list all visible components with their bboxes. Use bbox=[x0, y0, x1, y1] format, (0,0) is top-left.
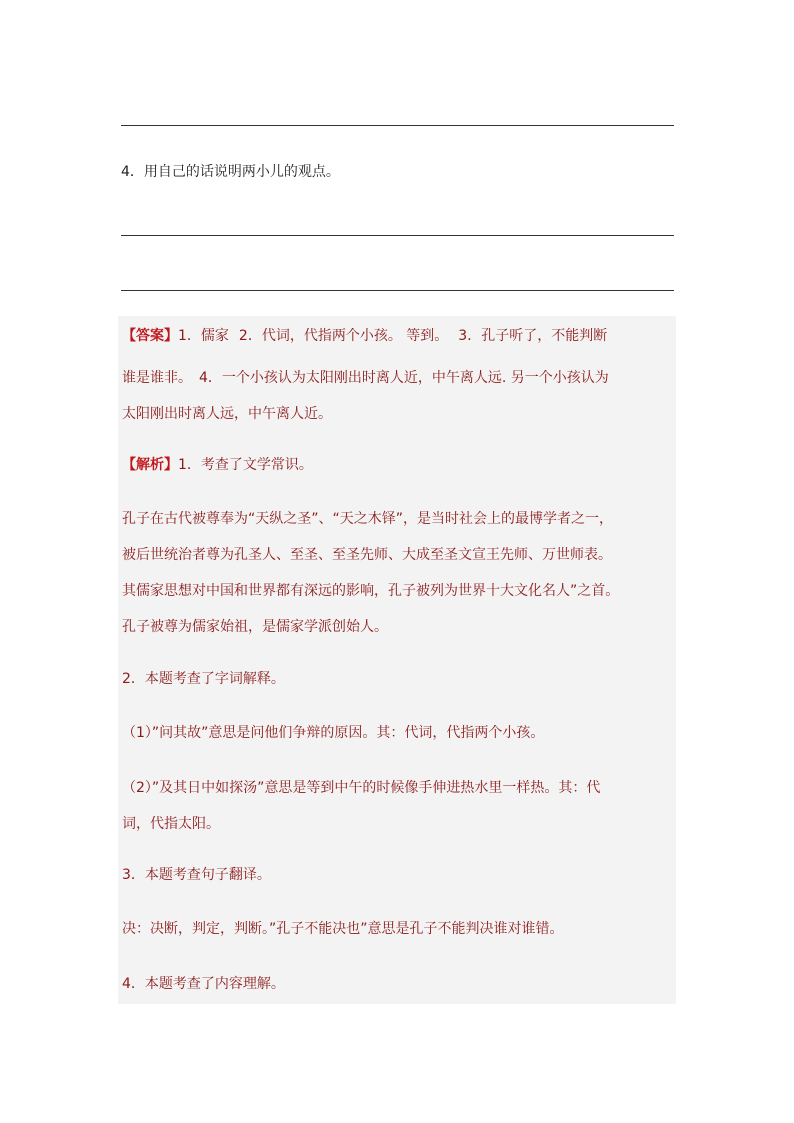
answer-line-first bbox=[122, 322, 674, 350]
analysis-item-3: 3．本题考查句子翻译。 bbox=[122, 867, 271, 883]
answer-analysis-block bbox=[118, 316, 676, 1004]
answer-line-1 bbox=[121, 125, 674, 126]
analysis-intro bbox=[122, 451, 674, 479]
answer-line-3 bbox=[121, 290, 674, 291]
analysis-item-2-2-line2: 词，代指太阳。 bbox=[122, 816, 220, 832]
answer-line-2 bbox=[121, 235, 674, 236]
answer-line-second: 谁是谁非。 4．一个小孩认为太阳刚出时离人近，中午离人远. 另一个小孩认为 bbox=[122, 370, 609, 386]
answer-item-2: 2．代词，代指两个小孩。 等到。 bbox=[238, 328, 449, 344]
analysis-p1-line3: 其儒家思想对中国和世界都有深远的影响，孔子被列为世界十大文化名人”之首。 bbox=[122, 583, 620, 599]
analysis-item-2-1: （1）”问其故”意思是问他们争辩的原因。其：代词，代指两个小孩。 bbox=[122, 725, 545, 741]
analysis-item-4: 4．本题考查了内容理解。 bbox=[122, 976, 285, 992]
analysis-item-2: 2．本题考查了字词解释。 bbox=[122, 671, 285, 687]
analysis-item-1: 1．考查了文学常识。 bbox=[178, 457, 313, 473]
analysis-item-3-detail: 决：决断，判定，判断。”孔子不能决也”意思是孔子不能判决谁对谁错。 bbox=[122, 921, 564, 937]
analysis-tag: 【解析】 bbox=[122, 457, 178, 473]
answer-item-1: 1．儒家 bbox=[178, 328, 229, 344]
analysis-p1-line2: 被后世统治者尊为孔圣人、至圣、至圣先师、大成至圣文宣王先师、万世师表。 bbox=[122, 547, 612, 563]
answer-item-3: 3．孔子听了，不能判断 bbox=[458, 328, 608, 344]
question-4: 4．用自己的话说明两小儿的观点。 bbox=[121, 164, 340, 180]
analysis-p1-line1: 孔子在古代被尊奉为“天纵之圣”、“天之木铎”，是当时社会上的最博学者之一， bbox=[122, 511, 614, 527]
analysis-item-2-2-line1: （2）”及其日中如探汤”意思是等到中午的时候像手伸进热水里一样热。其：代 bbox=[122, 780, 601, 796]
analysis-p1-line4: 孔子被尊为儒家始祖，是儒家学派创始人。 bbox=[122, 619, 388, 635]
answer-line-third: 太阳刚出时离人远，中午离人近。 bbox=[122, 406, 332, 422]
answer-tag: 【答案】 bbox=[122, 328, 178, 344]
